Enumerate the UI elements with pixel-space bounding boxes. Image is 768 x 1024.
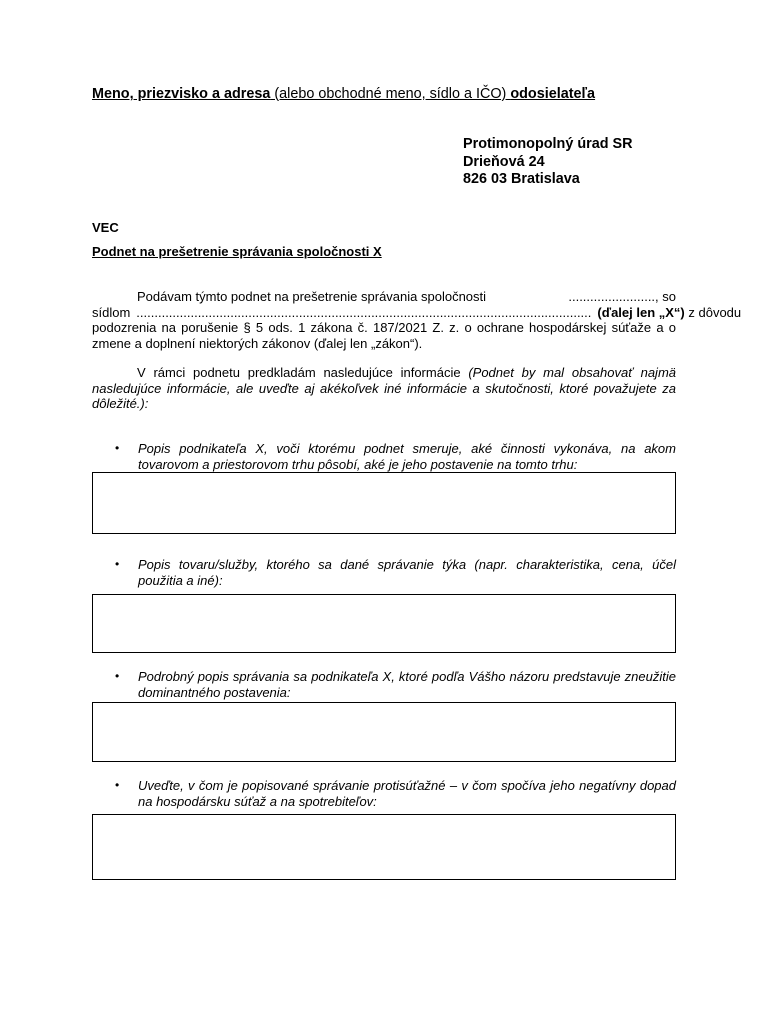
- vec-label: VEC: [92, 220, 119, 235]
- list-item: [115, 557, 676, 588]
- sender-heading-bold-2: odosielateľa: [510, 86, 596, 102]
- intro-rest: podozrenia na porušenie § 5 ods. 1 zákona č. 187/2021 Z. z. o ochrane hospodárskej súťaže a o zmene a doplnení niektorých zákonov (ďalej len „zákon“).: [92, 320, 676, 351]
- sender-heading-normal: (alebo obchodné meno, sídlo a IČO): [270, 86, 511, 102]
- intro-paragraph: [92, 289, 742, 351]
- intro-dots-long: ..............................................................................................................................: [136, 304, 592, 320]
- intro-line-2: [92, 304, 742, 321]
- answer-field-2[interactable]: [92, 594, 676, 653]
- list-item: [115, 778, 676, 809]
- list-item-text: Uveďte, v čom je popisované správanie protisúťažné – v čom spočíva jeho negatívny dopad na hospodársku súťaž a na spotrebiteľov:: [138, 778, 676, 809]
- subject-line: Podnet na prešetrenie správania spoločnosti X: [92, 244, 382, 259]
- answer-field-1[interactable]: [92, 472, 676, 534]
- list-item: [115, 441, 676, 472]
- list-item-text: Popis tovaru/služby, ktorého sa dané správanie týka (napr. charakteristika, cena, účel použitia a iné):: [138, 557, 676, 588]
- bullet-icon: •: [115, 441, 120, 455]
- sender-heading-bold-1: Meno, priezvisko a adresa: [92, 86, 271, 102]
- bullet-icon: •: [115, 669, 120, 683]
- bullet-icon: •: [115, 557, 120, 571]
- intro-dots-short: ........................, so: [568, 289, 676, 304]
- list-item-text: Podrobný popis správania sa podnikateľa X, ktoré podľa Vášho názoru predstavuje zneužitie dominantného postavenia:: [138, 669, 676, 700]
- recipient-line-3: 826 03 Bratislava: [463, 171, 580, 187]
- info-normal: V rámci podnetu predkladám nasledujúce informácie: [137, 365, 469, 380]
- bullet-icon: •: [115, 778, 120, 792]
- intro-sidlom: sídlom: [92, 304, 131, 320]
- answer-field-3[interactable]: [92, 702, 676, 762]
- info-paragraph: [92, 365, 676, 412]
- answer-field-4[interactable]: [92, 814, 676, 880]
- list-item-text: Popis podnikateľa X, voči ktorému podnet smeruje, aké činnosti vykonáva, na akom tovarovom a priestorovom trhu pôsobí, aké je jeho postavenie na tomto trhu:: [138, 441, 676, 472]
- intro-start: Podávam týmto podnet na prešetrenie správania spoločnosti: [137, 289, 487, 304]
- intro-bold-ref: (ďalej len „X“): [597, 304, 685, 320]
- recipient-line-2: Drieňová 24: [463, 153, 545, 170]
- info-italic: (Podnet by mal obsahovať najmä nasledujúce informácie, ale uveďte aj akékoľvek iné informácie a skutočnosti, ktoré považujete za dôležité.):: [92, 365, 676, 411]
- intro-reason: z dôvodu: [684, 304, 742, 320]
- sender-heading: [92, 86, 595, 102]
- recipient-address: [463, 136, 633, 189]
- list-item: [115, 669, 676, 700]
- intro-line-1: [92, 289, 676, 305]
- recipient-line-1: Protimonopolný úrad SR: [463, 136, 633, 152]
